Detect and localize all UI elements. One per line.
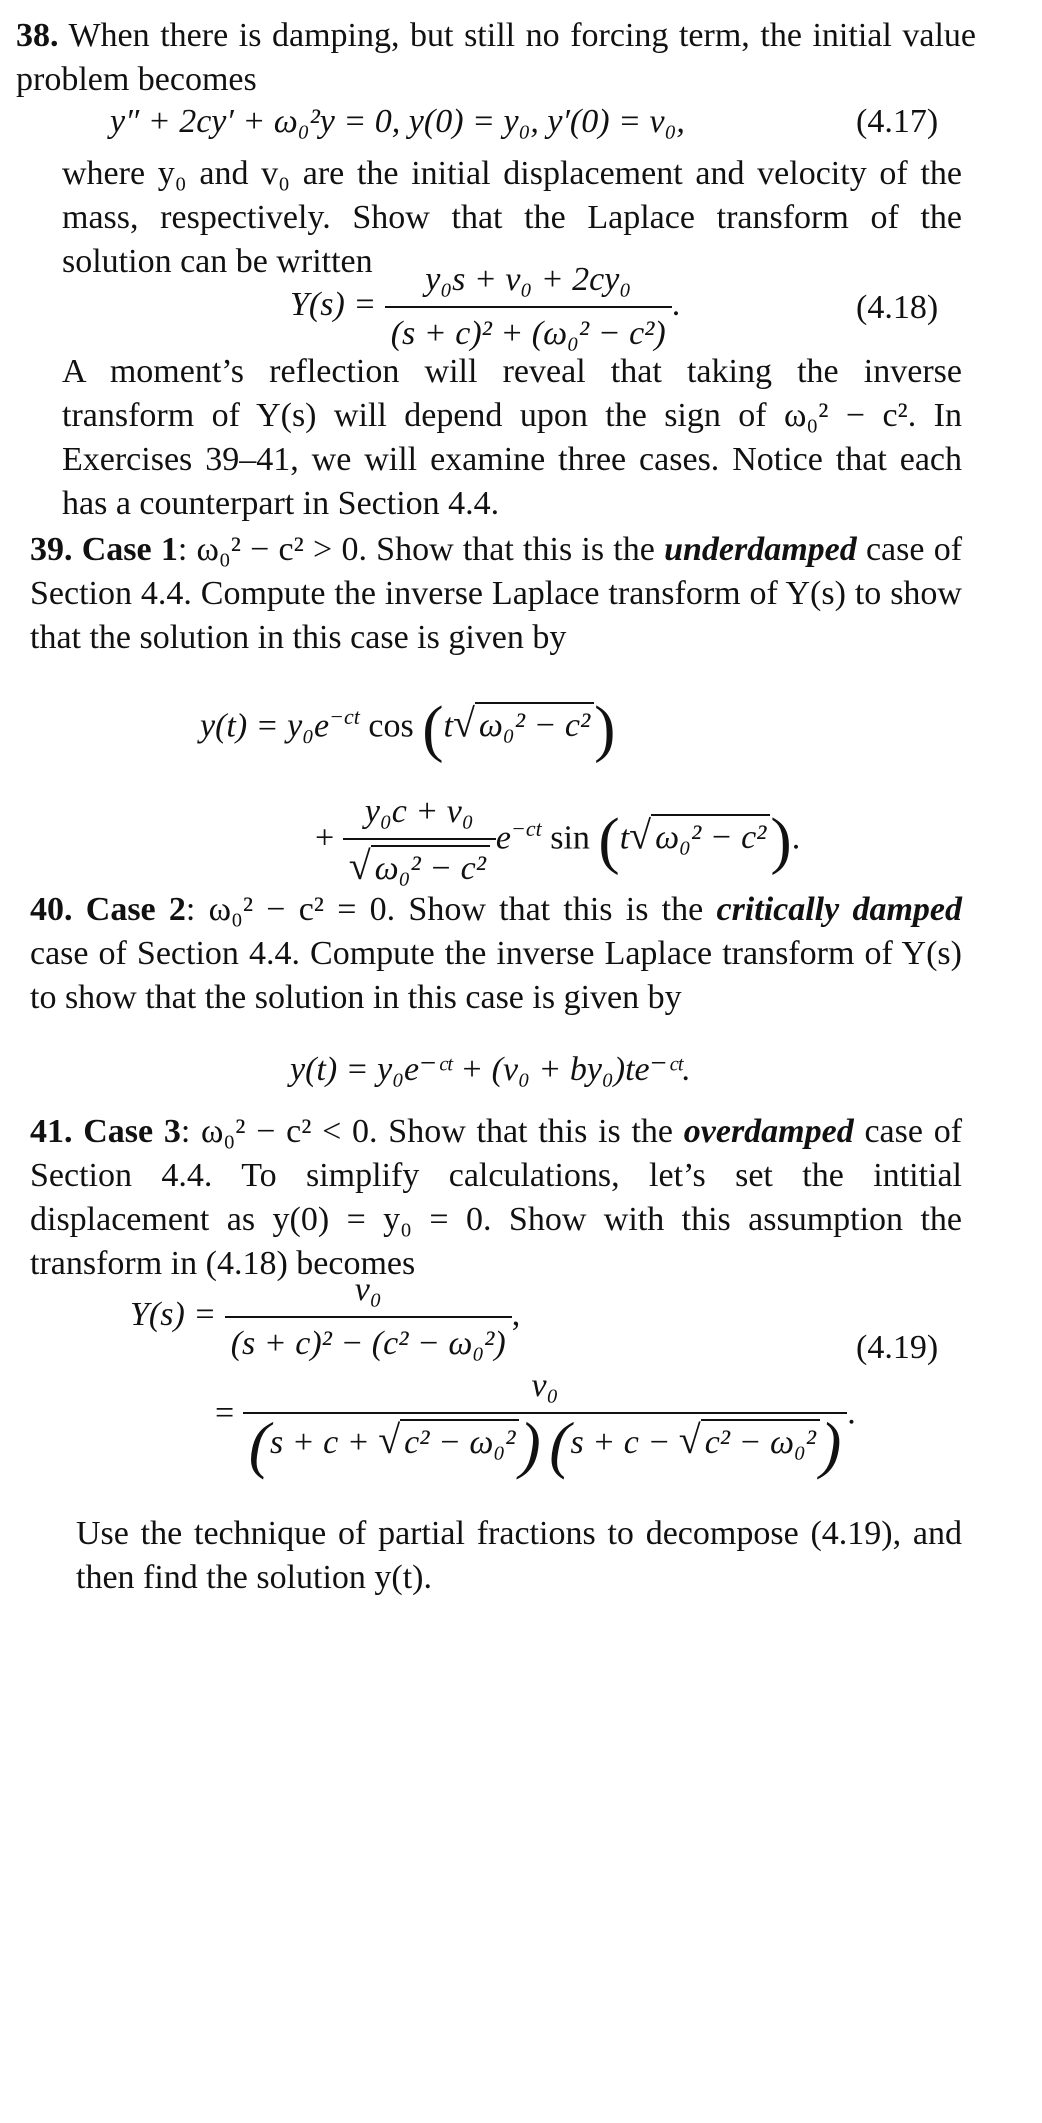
fraction — [243, 1364, 848, 1481]
equation-4-19-number: (4.19) — [856, 1329, 939, 1366]
numerator: y₀c + v₀ — [364, 793, 474, 830]
exponent: −ct — [329, 704, 360, 729]
eq-lhs: Y(s) = — [130, 1295, 217, 1333]
keyword: critically damped — [716, 891, 963, 928]
solution-39-line1: $y(t) = y_0e^{-ct}$ cos (t√ ω₀² − c²) — [200, 692, 616, 764]
exercise-38-intro — [16, 14, 976, 102]
sqrt-expression: c² − ω₀² — [701, 1419, 820, 1465]
exercise-41-text — [30, 1110, 962, 1286]
equation-4-17-body: y″ + 2cy′ + ω₀²y = 0, y(0) = y₀, y′(0) = v₀, — [110, 103, 685, 140]
factor-plus: s + c + — [270, 1424, 379, 1461]
exercise-rest-text: case of Section 4.4. To simplify calculations, let’s set the intitial displacement as y(0) = y₀ = 0. Show with this assumption the transform in (4.18) becomes — [30, 1113, 963, 1282]
sqrt-expression: ω₀² − c² — [651, 814, 770, 860]
exponent: −ct — [510, 815, 542, 841]
sqrt-expression: ω₀² − c² — [475, 702, 594, 748]
exercise-intro-text: When there is damping, but still no forcing term, the initial value problem becomes — [16, 17, 977, 98]
case-label: Case 1 — [81, 531, 178, 568]
paragraph: where y₀ and v₀ are the initial displacement and velocity of the mass, respectively. Show that the Laplace transform of the solution can be written — [62, 155, 962, 280]
equation-4-17-number: (4.17) — [856, 103, 939, 140]
exercise-rest-text: case of Section 4.4. Compute the inverse Laplace transform of Y(s) to show that the solution in this case is given by — [30, 935, 962, 1016]
fraction — [343, 790, 496, 891]
eq-lhs: Y(s) = — [290, 285, 377, 323]
sqrt-expression: ω₀² − c² — [371, 845, 490, 891]
exercise-number: 38. — [16, 17, 59, 54]
exercise-rest-text: case of Section 4.4. Compute the inverse Laplace transform of Y(s) to show that the solution in this case is given by — [30, 531, 963, 656]
factor-minus: s + c − — [570, 1424, 679, 1461]
case-label: Case 3 — [83, 1113, 181, 1150]
exercise-number: 41. — [30, 1113, 73, 1150]
equation-4-18: Y(s) = $\frac{\text{y₀s + v₀ + 2cy₀}}{\text{(s + c)² + (ω₀² − c²)}}$ . — [290, 258, 680, 356]
exercise-38 — [16, 14, 976, 102]
exercise-39 — [30, 528, 962, 660]
paragraph: A moment’s reflection will reveal that taking the inverse transform of Y(s) will depend upon the sign of ω₀² − c². In Exercises 39–41, we will examine three cases. Notice that each has a counterpart in Section 4.4. — [62, 353, 962, 522]
equation-4-19-line2: = $\frac{\text{v₀}}{\text{(s + c + √ c² − ω₀²) (s + c − √ c² − ω₀²)}}$ . — [215, 1364, 856, 1467]
numerator: v₀ — [531, 1367, 559, 1404]
case-condition: : ω₀² − c² = 0. Show that this is the — [185, 891, 717, 928]
numerator: y₀s + v₀ + 2cy₀ — [425, 261, 632, 298]
equation-4-19-line1: Y(s) = $\frac{\text{v₀}}{\text{(s + c)² − (c² − ω₀²)}}$ , — [130, 1268, 520, 1366]
fraction — [225, 1268, 512, 1366]
solution-40: y(t) = y₀e⁻ᶜᵗ + (v₀ + by₀)te⁻ᶜᵗ. — [290, 1051, 691, 1088]
exercise-40-text — [30, 888, 962, 1020]
exercise-number: 40. — [30, 891, 73, 928]
fraction — [385, 258, 672, 356]
denominator: (s + c)² − (c² − ω₀²) — [225, 1316, 512, 1366]
keyword: underdamped — [664, 531, 857, 568]
exercise-41-final — [76, 1512, 962, 1600]
exercise-39-text — [30, 528, 962, 660]
denominator: (s + c + √ c² − ω₀²) (s + c − √ c² − ω₀²) — [243, 1412, 848, 1467]
case-condition: : ω₀² − c² > 0. Show that this is the — [177, 531, 665, 568]
equation-4-17 — [110, 100, 685, 144]
numerator: v₀ — [354, 1271, 382, 1308]
sol-term: y(t) = y₀e — [200, 707, 330, 745]
cos-label: cos — [359, 707, 414, 745]
denominator: √ ω₀² − c² — [343, 838, 496, 891]
denominator: (s + c)² + (ω₀² − c²) — [385, 306, 672, 356]
sqrt-expression: c² − ω₀² — [400, 1419, 519, 1465]
solution-39-line2: + $\frac{\text{y₀c + v₀}}{\text{√ ω₀² − c²}}$ $e^{-ct}$ sin (t√ ω₀² − c²). — [315, 790, 800, 891]
exercise-38-para2 — [62, 350, 962, 526]
exercise-number: 39. — [30, 531, 73, 568]
paragraph: Use the technique of partial fractions to decompose (4.19), and then find the solution y(t). — [76, 1515, 962, 1596]
case-condition: : ω₀² − c² < 0. Show that this is the — [180, 1113, 684, 1150]
sin-label: sin — [541, 819, 590, 857]
keyword: overdamped — [683, 1113, 854, 1150]
exercise-40 — [30, 888, 962, 1020]
equation-4-18-number: (4.18) — [856, 289, 939, 326]
case-label: Case 2 — [85, 891, 186, 928]
exercise-41 — [30, 1110, 962, 1286]
